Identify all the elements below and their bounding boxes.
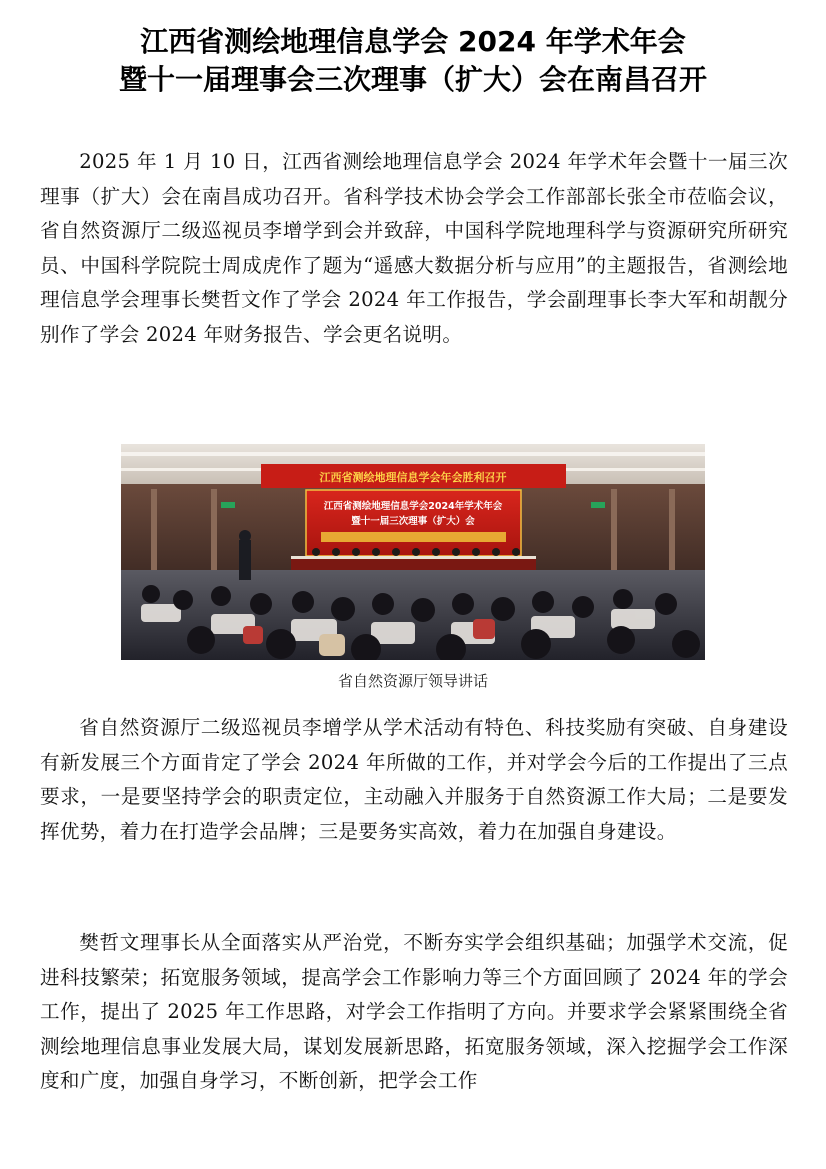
photo-caption: 省自然资源厅领导讲话 — [337, 672, 488, 690]
photo-top-banner-text: 江西省测绘地理信息学会年会胜利召开 — [319, 471, 507, 484]
paragraph-2: 省自然资源厅二级巡视员李增学从学术活动有特色、科技奖励有突破、自身建设有新发展三个方面肯定了学会 2024 年所做的工作，并对学会今后的工作提出了三点要求，一是要坚持学会的职责定位，主动融入并服务于自然资源工作大局；二是要发挥优势，着力在打造学会品牌；三是要务实高效，着力在加强自身建设。 — [40, 716, 788, 843]
paragraph-3: 樊哲文理事长从全面落实从严治党，不断夯实学会组织基础；加强学术交流，促进科技繁荣；拓宽服务领域，提高学会工作影响力等三个方面回顾了 2024 年的学会工作，提出了 2025 年工作思路，对学会工作指明了方向。并要求学会紧紧围绕全省测绘地理信息事业发展大局，谋划发展新思路，拓宽服务领域，深入挖掘学会工作深度和广度，加强自身学习，不断创新，把学会工作 — [40, 931, 788, 1092]
paragraph-1: 2025 年 1 月 10 日，江西省测绘地理信息学会 2024 年学术年会暨十一届三次理事（扩大）会在南昌成功召开。省科学技术协会学会工作部部长张全市莅临会议，省自然资源厅二级巡视员李增学到会并致辞，中国科学院地理科学与资源研究所研究员、中国科学院院士周成虎作了题为“遥感大数据分析与应用”的主题报告，省测绘地理信息学会理事长樊哲文作了学会 2024 年工作报告，学会副理事长李大军和胡靓分别作了学会 2024 年财务报告、学会更名说明。 — [40, 150, 788, 346]
photo-stage-banner-line-2: 暨十一届三次理事（扩大）会 — [351, 516, 475, 527]
meeting-photo — [121, 444, 705, 660]
article-title-line-1: 江西省测绘地理信息学会 2024 年学术年会 — [140, 25, 686, 58]
article-title-line-2: 暨十一届理事会三次理事（扩大）会在南昌召开 — [118, 63, 707, 96]
photo-stage-banner-line-1: 江西省测绘地理信息学会2024年学术年会 — [323, 501, 503, 512]
